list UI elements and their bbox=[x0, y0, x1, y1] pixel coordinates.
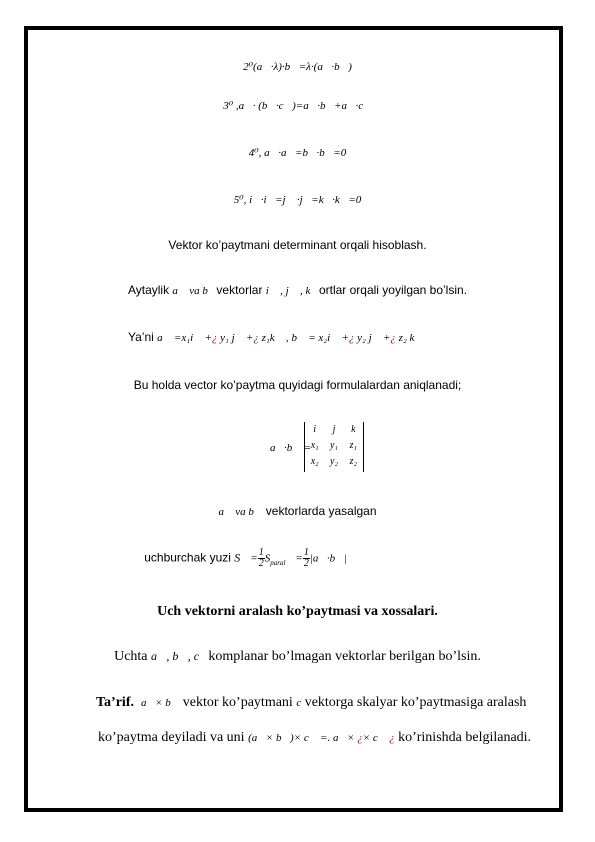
fraction-half: $\frac{1}{2}$ bbox=[258, 547, 264, 569]
property-4: 4⁰, a⃗·a⃗=b⃗·b⃗=0 bbox=[248, 147, 347, 159]
va-line: a⃗ va b⃗ vektorlarda yasalgan bbox=[218, 504, 377, 518]
bu-holda-line: Bu holda vector ko’paytma quyidagi formulalardan aniqlanadi; bbox=[133, 378, 462, 392]
heading-determinant: Vektor ko’paytmani determinant orqali hisoblash. bbox=[168, 238, 427, 252]
yani-line: Ya’ni a⃗ =x₁i⃗ +¿ y₁ j⃗ +¿ z₁k⃗ , b⃗ = x₂i⃗ +¿ y₂ j⃗ +¿ z₂ k⃗ bbox=[128, 330, 423, 344]
fraction-half: $\frac{1}{2}$ bbox=[303, 547, 309, 569]
tarif-line-2: ko’paytma deyiladi va uni (a⃗× b⃗)× c⃗ =. a⃗× ¿× c⃗ ¿ ko’rinishda belgilanadi. bbox=[98, 730, 532, 745]
det-row: x₁ y₁ z₁ bbox=[310, 440, 357, 451]
property-5: 5⁰, i⃗·i⃗=j⃗ ·j⃗=k⃗·k⃗=0 bbox=[233, 194, 362, 206]
heading-mixed-product: Uch vektorni aralash ko’paytmasi va xossalari. bbox=[157, 604, 438, 619]
aytaylik-line: Aytaylik a⃗ va b⃗vektorlar i⃗ , j⃗ , k⃗ortlar orqali yoyilgan bo’lsin. bbox=[127, 283, 468, 297]
property-2: 2⁰(a⃗·λ)·b⃗=λ·(a⃗·b⃗) bbox=[243, 61, 352, 73]
property-3: 3⁰ ,a⃗· (b⃗·c⃗)=a⃗·b⃗+a⃗·c⃗ bbox=[223, 100, 372, 112]
uchburchak-line: uchburchak yuzi S = $\frac{1}{2}$ $S_{paral}$ = $\frac{1}{2}$ |a⃗·b⃗| bbox=[144, 547, 347, 569]
determinant-matrix bbox=[304, 422, 364, 472]
uchta-line: Uchta a⃗, b⃗, c⃗komplanar bo’lmagan vektorlar berilgan bo’lsin. bbox=[114, 649, 481, 664]
det-row: i j k bbox=[313, 424, 356, 435]
tarif-line: Ta’rif. a⃗× b⃗ vektor ko’paytmani c vektorga skalyar ko’paytmasiga aralash bbox=[96, 695, 527, 710]
det-row: x₂ y₂ z₂ bbox=[310, 456, 357, 467]
